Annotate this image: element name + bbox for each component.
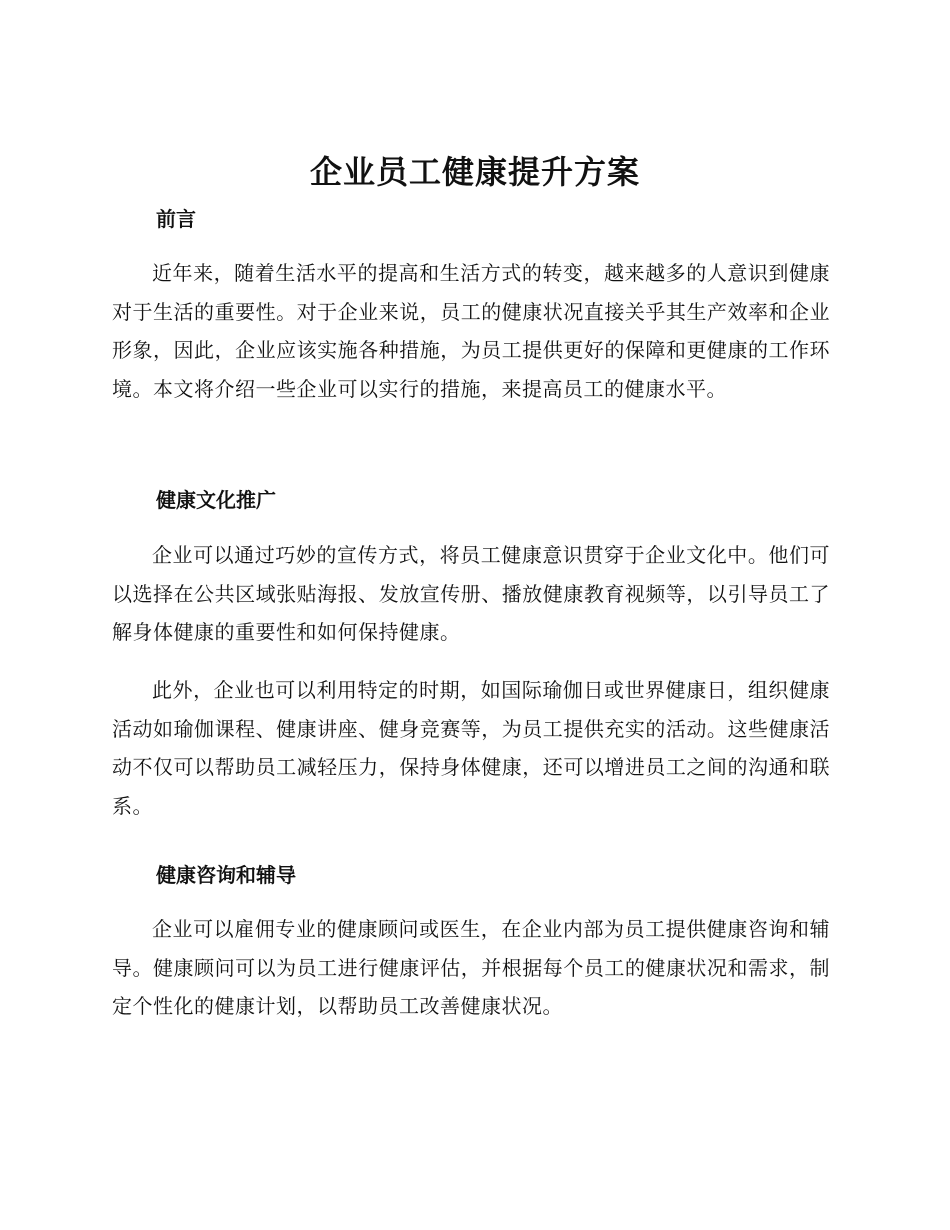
section-heading-health-consulting: 健康咨询和辅导 [156, 863, 296, 887]
paragraph-health-consulting: 企业可以雇佣专业的健康顾问或医生，在企业内部为员工提供健康咨询和辅导。健康顾问可以为员工进行健康评估，并根据每个员工的健康状况和需求，制定个性化的健康计划，以帮助员工改善健康状况。 [112, 917, 830, 1019]
section-heading-preface: 前言 [156, 207, 196, 231]
section-heading-health-culture: 健康文化推广 [156, 488, 276, 512]
paragraph-health-culture-1: 企业可以通过巧妙的宣传方式，将员工健康意识贯穿于企业文化中。他们可以选择在公共区域张贴海报、发放宣传册、播放健康教育视频等，以引导员工了解身体健康的重要性和如何保持健康。 [112, 543, 830, 645]
paragraph-preface: 近年来，随着生活水平的提高和生活方式的转变，越来越多的人意识到健康对于生活的重要性。对于企业来说，员工的健康状况直接关乎其生产效率和企业形象，因此，企业应该实施各种措施，为员工提供更好的保障和更健康的工作环境。本文将介绍一些企业可以实行的措施，来提高员工的健康水平。 [112, 261, 830, 401]
document-title: 企业员工健康提升方案 [309, 153, 640, 191]
paragraph-health-culture-2: 此外，企业也可以利用特定的时期，如国际瑜伽日或世界健康日，组织健康活动如瑜伽课程、健康讲座、健身竞赛等，为员工提供充实的活动。这些健康活动不仅可以帮助员工减轻压力，保持身体健康，还可以增进员工之间的沟通和联系。 [112, 678, 830, 818]
